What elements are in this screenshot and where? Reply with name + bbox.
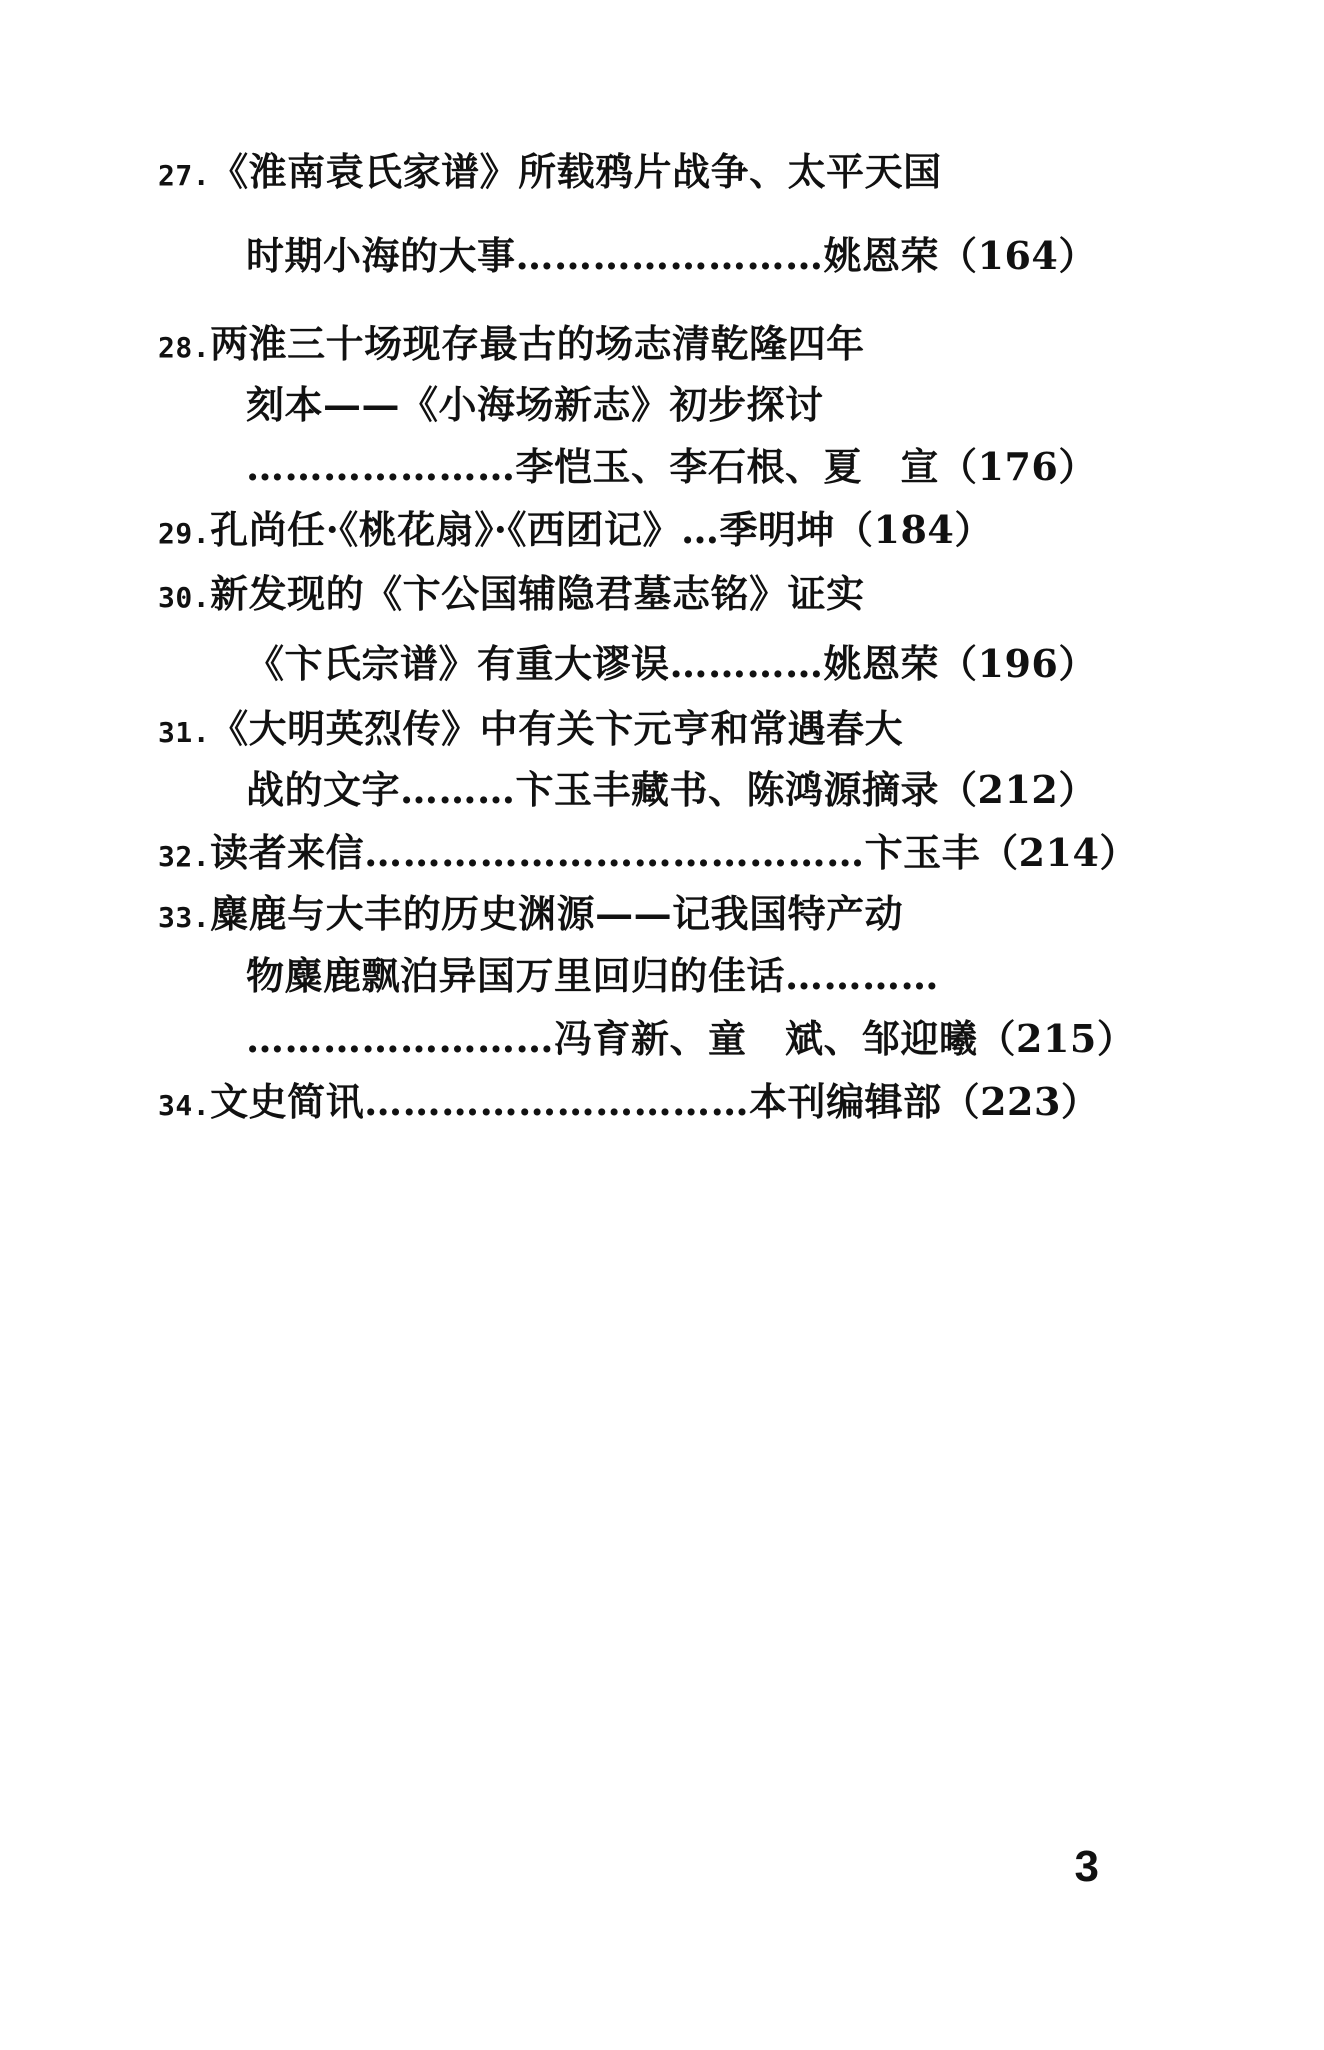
- toc-entry-30-line-1: [158, 570, 865, 622]
- toc-entry-27-line-2: [246, 232, 1097, 280]
- entry-title: 《淮南袁氏家谱》所载鸦片战争、太平天国: [210, 149, 942, 194]
- toc-entry-28-line-3: [246, 443, 1097, 491]
- entry-number: 29.: [158, 517, 211, 550]
- entry-title-continued: 刻本——《小海场新志》初步探讨: [246, 382, 824, 427]
- entry-title: 两淮三十场现存最古的场志清乾隆四年: [210, 321, 865, 366]
- toc-entry-34-line-1: [158, 1078, 1099, 1130]
- entry-number: 27.: [158, 159, 211, 192]
- entry-title: 读者来信…………………………………卞玉丰（214）: [210, 830, 1138, 875]
- toc-entry-33-line-1: [158, 890, 903, 942]
- toc-entry-33-line-3: [246, 1015, 1135, 1063]
- toc-entry-27-line-1: [158, 148, 942, 200]
- toc-entry-28-line-1: [158, 320, 865, 372]
- page-number: 3: [1074, 1842, 1099, 1891]
- entry-number: 31.: [158, 716, 211, 749]
- entry-title-continued: 战的文字………卞玉丰藏书、陈鸿源摘录（212）: [246, 767, 1097, 812]
- entry-number: 34.: [158, 1089, 211, 1122]
- toc-entry-28-line-2: [246, 381, 824, 429]
- entry-title-continued: 时期小海的大事……………………姚恩荣（164）: [246, 233, 1097, 278]
- entry-number: 33.: [158, 901, 211, 934]
- entry-number: 28.: [158, 331, 211, 364]
- entry-title: 新发现的《卞公国辅隐君墓志铭》证实: [210, 571, 865, 616]
- toc-entry-33-line-2: [246, 952, 939, 1000]
- toc-entry-31-line-1: [158, 705, 903, 757]
- toc-entry-29-line-1: [158, 506, 993, 558]
- toc-entry-31-line-2: [246, 766, 1097, 814]
- entry-title: 《大明英烈传》中有关卞元亨和常遇春大: [210, 706, 904, 751]
- entry-authors: …………………李恺玉、李石根、夏 宣（176）: [246, 444, 1097, 489]
- toc-entry-30-line-2: [246, 640, 1097, 688]
- entry-authors: ……………………冯育新、童 斌、邹迎曦（215）: [246, 1016, 1136, 1061]
- entry-title: 麋鹿与大丰的历史渊源——记我国特产动: [210, 891, 904, 936]
- entry-title-continued: 《卞氏宗谱》有重大谬误…………姚恩荣（196）: [246, 641, 1097, 686]
- entry-title-continued: 物麋鹿飘泊异国万里回归的佳话…………: [246, 953, 940, 998]
- toc-entry-32-line-1: [158, 829, 1138, 881]
- entry-number: 32.: [158, 840, 211, 873]
- entry-title: 文史简讯…………………………本刊编辑部（223）: [210, 1079, 1100, 1124]
- entry-number: 30.: [158, 581, 211, 614]
- entry-title: 孔尚任·《桃花扇》·《西团记》…季明坤（184）: [210, 507, 993, 552]
